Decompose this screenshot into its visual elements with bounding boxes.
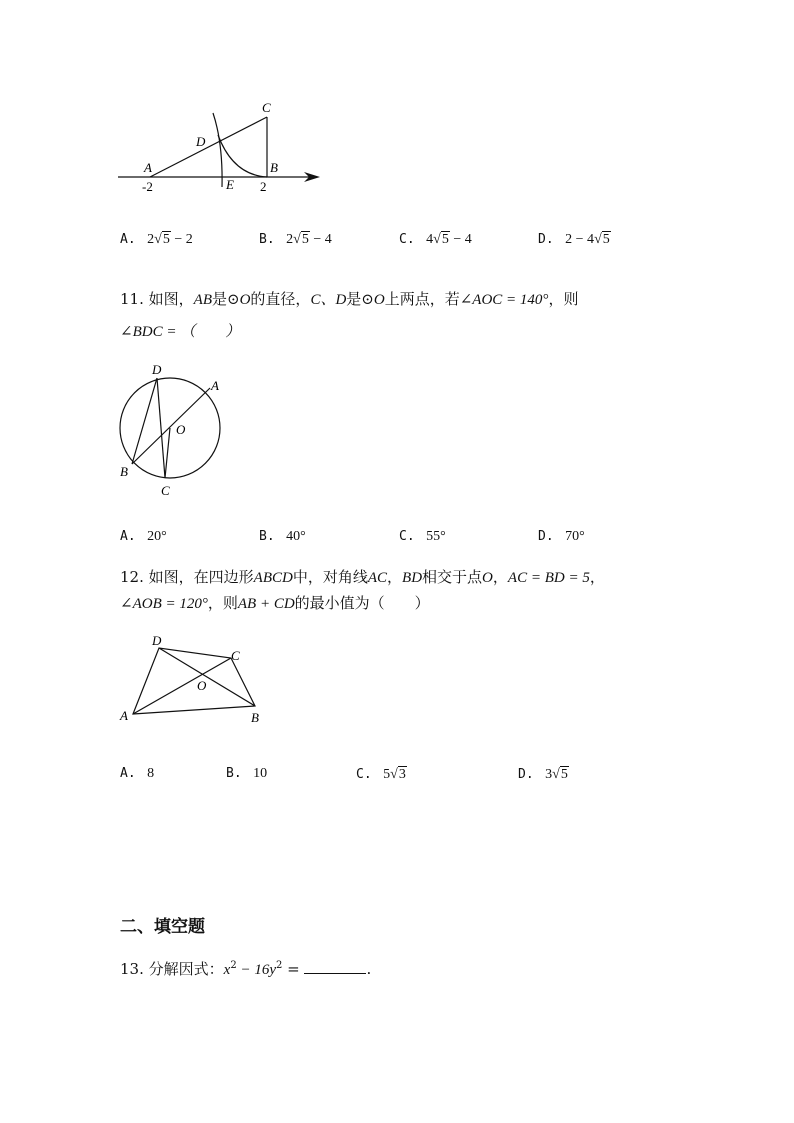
q12-option-c[interactable]: C. 5√3: [356, 767, 406, 782]
q10-option-a[interactable]: [120, 231, 193, 248]
label-b: B: [251, 710, 259, 725]
q10-option-c[interactable]: [399, 231, 472, 248]
q12-option-d[interactable]: D. 3√5: [518, 767, 568, 782]
label-c: C: [161, 483, 170, 498]
segment-dc: [157, 378, 165, 478]
diameter-ab: [132, 388, 210, 464]
arc-bd: [218, 135, 267, 177]
segment-oc: [165, 428, 170, 478]
answer-blank[interactable]: [304, 959, 366, 974]
option-value: 8: [147, 766, 155, 781]
option-label: C.: [399, 232, 415, 247]
option-value: 2√5 − 2: [147, 232, 193, 247]
option-value: 2 − 4√5: [565, 232, 610, 247]
q11-option-c[interactable]: C. 55°: [399, 529, 446, 544]
circle-symbol: ⊙: [361, 290, 374, 308]
tick-label-neg2: -2: [142, 179, 153, 194]
arc-de: [213, 113, 222, 187]
q10-figure: [110, 95, 330, 195]
option-label: A.: [120, 232, 136, 247]
label-b: B: [120, 464, 128, 479]
option-label: B.: [259, 232, 275, 247]
label-a: A: [211, 378, 219, 393]
q11-stem-line1: 11. 如图，AB是⊙O的直径，C、D是⊙O上两点，若∠AOC = 140°，则: [120, 290, 579, 308]
q13-stem: 13. 分解因式：$x^2 - 16y^2$ = .: [120, 960, 372, 978]
option-label: D.: [538, 232, 554, 247]
q11-stem-line2: ∠BDC = （ ）: [120, 324, 241, 340]
q12-option-a[interactable]: A. 8: [120, 766, 155, 781]
diagonal-ac: [133, 658, 231, 714]
segment-ac: [150, 117, 267, 177]
label-a: A: [144, 160, 152, 175]
label-e: E: [226, 177, 234, 192]
q11-figure: [112, 360, 232, 502]
option-value: 5√3: [383, 767, 406, 782]
option-value: 3√5: [545, 767, 568, 782]
label-d: D: [196, 134, 206, 149]
option-value: 10: [253, 766, 268, 781]
label-d: D: [152, 633, 162, 648]
label-b: B: [270, 160, 278, 175]
label-d: D: [152, 362, 162, 377]
tick-label-pos2: 2: [260, 179, 267, 194]
circle-symbol: ⊙: [227, 290, 240, 308]
q11-option-b[interactable]: B. 40°: [259, 529, 306, 544]
q10-option-d[interactable]: [538, 231, 611, 248]
option-value: 2√5 − 4: [286, 232, 332, 247]
q12-stem-line1: 12. 如图，在四边形ABCD中，对角线AC，BD相交于点O，AC = BD = 5，: [120, 568, 605, 586]
section-heading: 二、填空题: [120, 917, 205, 937]
q12-option-b[interactable]: B. 10: [226, 766, 268, 781]
q11-option-d[interactable]: D. 70°: [538, 529, 585, 544]
label-a: A: [120, 708, 128, 723]
label-c: C: [262, 100, 271, 115]
option-value: 4√5 − 4: [426, 232, 472, 247]
label-o: O: [176, 422, 186, 437]
q12-figure: [115, 630, 275, 730]
label-o: O: [197, 678, 207, 693]
label-c: C: [231, 648, 240, 663]
q10-option-b[interactable]: [259, 231, 332, 248]
q12-stem-line2: ∠AOB = 120°，则AB + CD的最小值为（ ）: [120, 594, 430, 612]
q11-option-a[interactable]: A. 20°: [120, 529, 167, 544]
